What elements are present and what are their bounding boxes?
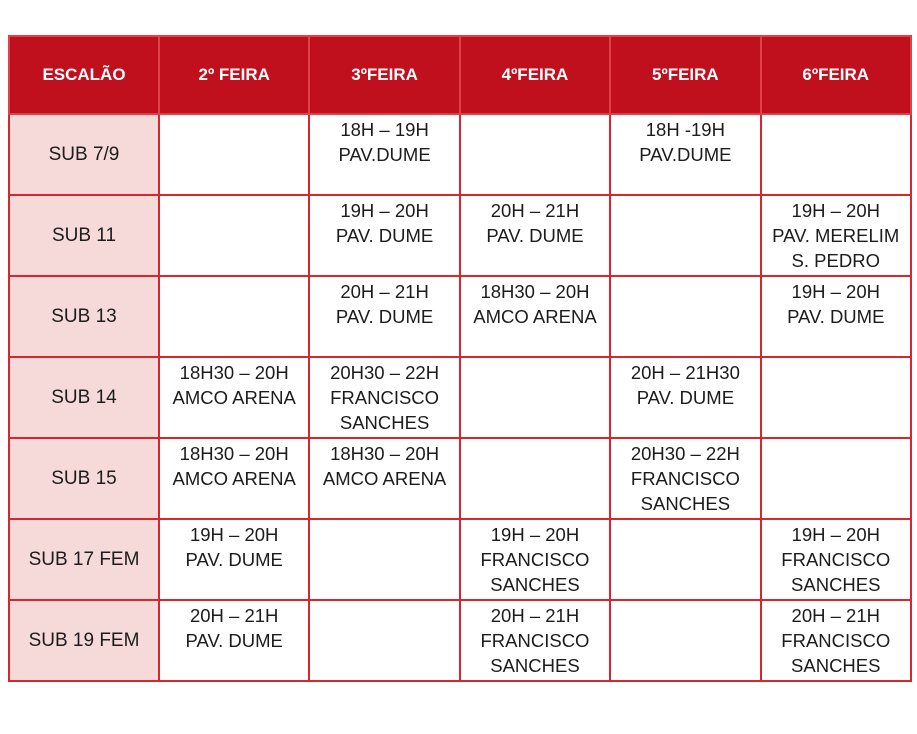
- schedule-cell-wednesday: [460, 114, 610, 195]
- header-row: [9, 36, 911, 114]
- schedule-body: [9, 114, 911, 681]
- schedule-cell-tuesday: [309, 357, 459, 438]
- session-time: 18H – 19H: [340, 119, 429, 140]
- session-venue: AMCO ARENA: [172, 468, 296, 489]
- schedule-cell-tuesday: [309, 600, 459, 681]
- schedule-cell-monday: [159, 600, 309, 681]
- schedule-cell-tuesday: [309, 114, 459, 195]
- session-time: 19H – 20H: [490, 524, 580, 545]
- session-time: 20H – 21H30: [630, 362, 740, 383]
- schedule-cell-monday: [159, 519, 309, 600]
- schedule-cell-monday: [159, 357, 309, 438]
- header-thursday: 5ºFEIRA: [610, 36, 760, 114]
- schedule-cell-tuesday: [309, 519, 459, 600]
- session-venue: PAV. DUME: [335, 225, 434, 246]
- row-label-escalao: SUB 11: [9, 195, 159, 276]
- session-venue: PAV.DUME: [338, 144, 431, 165]
- session-venue: PAV. DUME: [335, 306, 434, 327]
- schedule-cell-thursday: [610, 357, 760, 438]
- session-time: 20H30 – 22H: [330, 362, 440, 383]
- session-time: 18H30 – 20H: [179, 362, 289, 383]
- session-venue: AMCO ARENA: [172, 387, 296, 408]
- row-label-escalao: SUB 15: [9, 438, 159, 519]
- schedule-cell-tuesday: [309, 276, 459, 357]
- schedule-cell-wednesday: [460, 195, 610, 276]
- session-venue: AMCO ARENA: [322, 468, 447, 489]
- session-venue: FRANCISCO: [781, 549, 891, 570]
- schedule-cell-friday: [761, 114, 911, 195]
- session-time: 20H – 21H: [189, 605, 279, 626]
- table-row: [9, 519, 911, 600]
- schedule-cell-thursday: [610, 114, 760, 195]
- header-tuesday: 3ºFEIRA: [309, 36, 459, 114]
- training-schedule-table: [8, 35, 912, 682]
- session-venue: FRANCISCO: [330, 387, 440, 408]
- session-venue: FRANCISCO: [781, 630, 891, 651]
- session-venue: AMCO ARENA: [473, 306, 597, 327]
- schedule-cell-monday: [159, 114, 309, 195]
- session-time: 19H – 20H: [791, 281, 880, 302]
- session-venue: SANCHES: [791, 574, 881, 595]
- session-time: 19H – 20H: [189, 524, 279, 545]
- session-venue: SANCHES: [791, 655, 881, 676]
- session-time: 18H -19H: [645, 119, 725, 140]
- session-venue: PAV. DUME: [636, 387, 735, 408]
- session-venue: PAV. DUME: [185, 549, 283, 570]
- schedule-cell-tuesday: [309, 438, 459, 519]
- session-venue: PAV. MERELIM: [772, 225, 900, 246]
- schedule-cell-wednesday: [460, 276, 610, 357]
- header-escalao: ESCALÃO: [9, 36, 159, 114]
- schedule-cell-wednesday: [460, 438, 610, 519]
- session-venue: SANCHES: [490, 655, 580, 676]
- schedule-cell-thursday: [610, 276, 760, 357]
- table-row: [9, 114, 911, 195]
- session-time: 19H – 20H: [340, 200, 429, 221]
- session-time: 18H30 – 20H: [330, 443, 440, 464]
- schedule-cell-friday: [761, 519, 911, 600]
- schedule-cell-wednesday: [460, 357, 610, 438]
- schedule-cell-thursday: [610, 600, 760, 681]
- schedule-cell-friday: [761, 195, 911, 276]
- schedule-cell-thursday: [610, 519, 760, 600]
- session-venue: SANCHES: [339, 412, 430, 433]
- row-label-escalao: SUB 19 FEM: [9, 600, 159, 681]
- row-label-escalao: SUB 7/9: [9, 114, 159, 195]
- session-time: 20H – 21H: [340, 281, 429, 302]
- schedule-cell-thursday: [610, 195, 760, 276]
- session-time: 19H – 20H: [791, 524, 880, 545]
- schedule-cell-wednesday: [460, 600, 610, 681]
- session-time: 20H – 21H: [791, 605, 880, 626]
- session-venue: SANCHES: [640, 493, 731, 514]
- session-venue: PAV. DUME: [185, 630, 283, 651]
- row-label-escalao: SUB 14: [9, 357, 159, 438]
- schedule-cell-friday: [761, 600, 911, 681]
- schedule-cell-tuesday: [309, 195, 459, 276]
- session-time: 20H30 – 22H: [630, 443, 740, 464]
- schedule-header: [9, 36, 911, 114]
- session-venue: PAV.DUME: [639, 144, 732, 165]
- row-label-escalao: SUB 13: [9, 276, 159, 357]
- schedule-cell-friday: [761, 438, 911, 519]
- session-venue: PAV. DUME: [787, 306, 885, 327]
- schedule-cell-thursday: [610, 438, 760, 519]
- session-venue: SANCHES: [490, 574, 580, 595]
- schedule-cell-friday: [761, 357, 911, 438]
- session-venue: PAV. DUME: [486, 225, 584, 246]
- header-wednesday: 4ºFEIRA: [460, 36, 610, 114]
- table-row: [9, 438, 911, 519]
- table-row: [9, 600, 911, 681]
- schedule-cell-monday: [159, 438, 309, 519]
- table-row: [9, 195, 911, 276]
- row-label-escalao: SUB 17 FEM: [9, 519, 159, 600]
- session-venue: FRANCISCO: [630, 468, 740, 489]
- session-time: 18H30 – 20H: [179, 443, 289, 464]
- session-time: 20H – 21H: [490, 605, 580, 626]
- session-time: 19H – 20H: [791, 200, 880, 221]
- table-row: [9, 276, 911, 357]
- schedule-cell-wednesday: [460, 519, 610, 600]
- session-venue: S. PEDRO: [791, 250, 880, 271]
- schedule-cell-friday: [761, 276, 911, 357]
- session-time: 18H30 – 20H: [480, 281, 590, 302]
- header-monday: 2º FEIRA: [159, 36, 309, 114]
- header-friday: 6ºFEIRA: [761, 36, 911, 114]
- session-time: 20H – 21H: [490, 200, 580, 221]
- schedule-cell-monday: [159, 276, 309, 357]
- table-row: [9, 357, 911, 438]
- schedule-cell-monday: [159, 195, 309, 276]
- session-venue: FRANCISCO: [480, 630, 590, 651]
- session-venue: FRANCISCO: [480, 549, 590, 570]
